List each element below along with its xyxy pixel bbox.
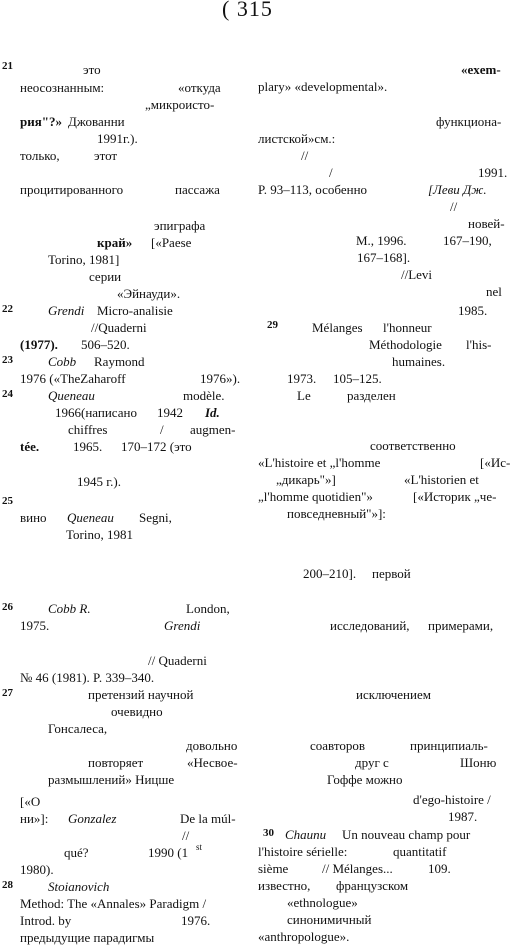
text: 1985.: [458, 303, 488, 318]
text: размышлений» Ницше: [48, 772, 175, 787]
text: London,: [186, 601, 230, 616]
text: sième: [258, 861, 289, 876]
footnote-number: 30: [263, 827, 274, 839]
text: //: [301, 148, 309, 163]
text: 1945 г.).: [77, 474, 121, 489]
text: //: [182, 828, 190, 843]
text: 1976.: [181, 913, 211, 928]
text: 1976 («TheZaharoff: [20, 371, 126, 386]
text: // Quaderni: [148, 653, 207, 668]
text: французском: [336, 878, 409, 893]
text: 1975.: [20, 618, 50, 633]
text: P. 93–113, особенно: [258, 182, 368, 197]
text: исследований,: [330, 618, 410, 633]
text: 1987.: [448, 809, 478, 824]
text: 1966(написано: [55, 405, 137, 420]
text: 1991г.).: [97, 131, 138, 146]
text: tée.: [20, 439, 40, 454]
text: М., 1996.: [356, 233, 407, 248]
text: исключением: [356, 687, 431, 702]
text: „l'homme quotidien"»: [258, 489, 373, 504]
text: chiffres: [68, 422, 108, 437]
text: № 46 (1981). P. 339–340.: [20, 670, 155, 685]
text: «Эйнауди».: [117, 286, 181, 301]
text: эпиграфа: [154, 218, 206, 233]
text: неосознанным:: [20, 80, 105, 95]
text: /: [160, 422, 164, 437]
text: Гоффе можно: [327, 772, 403, 787]
text: Micro-analisie: [97, 303, 173, 318]
text: Torino, 1981]: [48, 252, 120, 267]
text: /: [329, 165, 333, 180]
footnote-number: 23: [2, 354, 13, 366]
text: Mélanges: [312, 320, 363, 335]
text: Le: [297, 388, 311, 403]
text: augmen-: [190, 422, 236, 437]
text: повторяет: [88, 755, 144, 770]
text: „дикарь"»]: [276, 472, 336, 487]
text: quantitatif: [393, 844, 447, 859]
text: «Несвое-: [187, 755, 238, 770]
text: рия"?»: [20, 114, 62, 129]
text: соавторов: [310, 738, 366, 753]
text: Stoianovich: [48, 879, 110, 894]
text: 167–190,: [443, 233, 492, 248]
footnote-number: 29: [267, 319, 278, 331]
text: Джованни: [68, 114, 125, 129]
text: «L'historien et: [404, 472, 479, 487]
text: Id.: [205, 405, 220, 420]
text: пассажа: [175, 182, 220, 197]
text: 170–172 (это: [121, 439, 192, 454]
text: Cobb: [48, 354, 77, 369]
text: Raymond: [94, 354, 145, 369]
text: humaines.: [392, 354, 446, 369]
text: соответственно: [370, 438, 456, 453]
text: Gonzalez: [68, 811, 117, 826]
text: повседневный"»]:: [287, 506, 386, 521]
text: серии: [89, 269, 122, 284]
text: предыдущие парадигмы: [20, 930, 155, 945]
text: очевидно: [111, 704, 163, 719]
text: Introd. by: [20, 913, 72, 928]
text: 1965.: [73, 439, 103, 454]
text: процитированного: [20, 182, 124, 197]
page-number: ( 315: [222, 0, 273, 21]
footnote-number: 24: [2, 388, 13, 400]
superscript: st: [196, 842, 203, 852]
text: [«Ис-: [480, 455, 511, 470]
text: «exem-: [461, 62, 501, 77]
text: Cobb R.: [48, 601, 91, 616]
footnote-number: 25: [2, 495, 13, 507]
text: «откуда: [178, 80, 221, 95]
text: Segni,: [139, 510, 172, 525]
text: Гонсалеса,: [48, 721, 108, 736]
text: 1990 (1: [148, 845, 189, 860]
footnote-number: 21: [2, 60, 13, 72]
text: известно,: [258, 878, 311, 893]
text: «anthropologue».: [258, 929, 350, 944]
text: nel: [486, 284, 502, 299]
text: «ethnologue»: [287, 895, 358, 910]
text: первой: [372, 566, 411, 581]
text: Grendi: [48, 303, 85, 318]
text: 1976»).: [200, 371, 241, 386]
text: «L'histoire et „l'homme: [258, 455, 381, 470]
text: // Mélanges...: [322, 861, 393, 876]
text: функциона-: [436, 114, 502, 129]
text: Torino, 1981: [66, 527, 133, 542]
text: только,: [20, 148, 60, 163]
text: Method: The «Annales» Paradigm /: [20, 896, 207, 911]
text: 200–210].: [303, 566, 357, 581]
text: l'histoire sérielle:: [258, 844, 348, 859]
text: „микроисто-: [145, 97, 215, 112]
text: принципиаль-: [410, 738, 488, 753]
text: modèle.: [183, 388, 225, 403]
text: [«Paese: [151, 235, 192, 250]
text: 167–168].: [357, 250, 411, 265]
text: //: [450, 199, 458, 214]
text: вино: [20, 510, 47, 525]
text: листской»см.:: [258, 131, 336, 146]
text: De la múl-: [180, 811, 236, 826]
text: //Levi: [401, 267, 433, 282]
text: Méthodologie: [369, 337, 442, 352]
text: новей-: [468, 216, 505, 231]
text: [Леви Дж.: [428, 182, 487, 197]
text: синонимичный: [287, 912, 372, 927]
text: Queneau: [48, 388, 95, 403]
text: d'ego-histoire /: [413, 792, 491, 807]
text: l'honneur: [383, 320, 432, 335]
text: (1977).: [20, 337, 58, 352]
text: Chaunu: [285, 827, 327, 842]
text: друг с: [355, 755, 389, 770]
footnote-number: 27: [2, 687, 13, 699]
text: претензий научной: [88, 687, 194, 702]
text: это: [83, 62, 101, 77]
text: [«Историк „че-: [413, 489, 497, 504]
text: примерами,: [428, 618, 494, 633]
text: Grendi: [164, 618, 201, 633]
text: [«O: [20, 794, 41, 809]
text: 1942: [157, 405, 183, 420]
footnote-number: 22: [2, 303, 13, 315]
text: 1991.: [478, 165, 508, 180]
text: Un nouveau champ pour: [342, 827, 471, 842]
text: 109.: [428, 861, 451, 876]
text: Queneau: [67, 510, 114, 525]
text: 1973.: [287, 371, 317, 386]
text: довольно: [186, 738, 238, 753]
text: край»: [97, 235, 133, 250]
text: разделен: [347, 388, 396, 403]
text: 105–125.: [333, 371, 382, 386]
text: qué?: [64, 845, 89, 860]
text: //Quaderni: [91, 320, 147, 335]
text: этот: [94, 148, 118, 163]
text: l'his-: [466, 337, 492, 352]
text: 506–520.: [81, 337, 130, 352]
text: ни»]:: [20, 811, 49, 826]
footnote-number: 28: [2, 879, 13, 891]
text: 1980).: [20, 862, 54, 877]
text: plary» «developmental».: [258, 79, 388, 94]
text: Шоню: [460, 755, 497, 770]
footnote-number: 26: [2, 601, 13, 613]
